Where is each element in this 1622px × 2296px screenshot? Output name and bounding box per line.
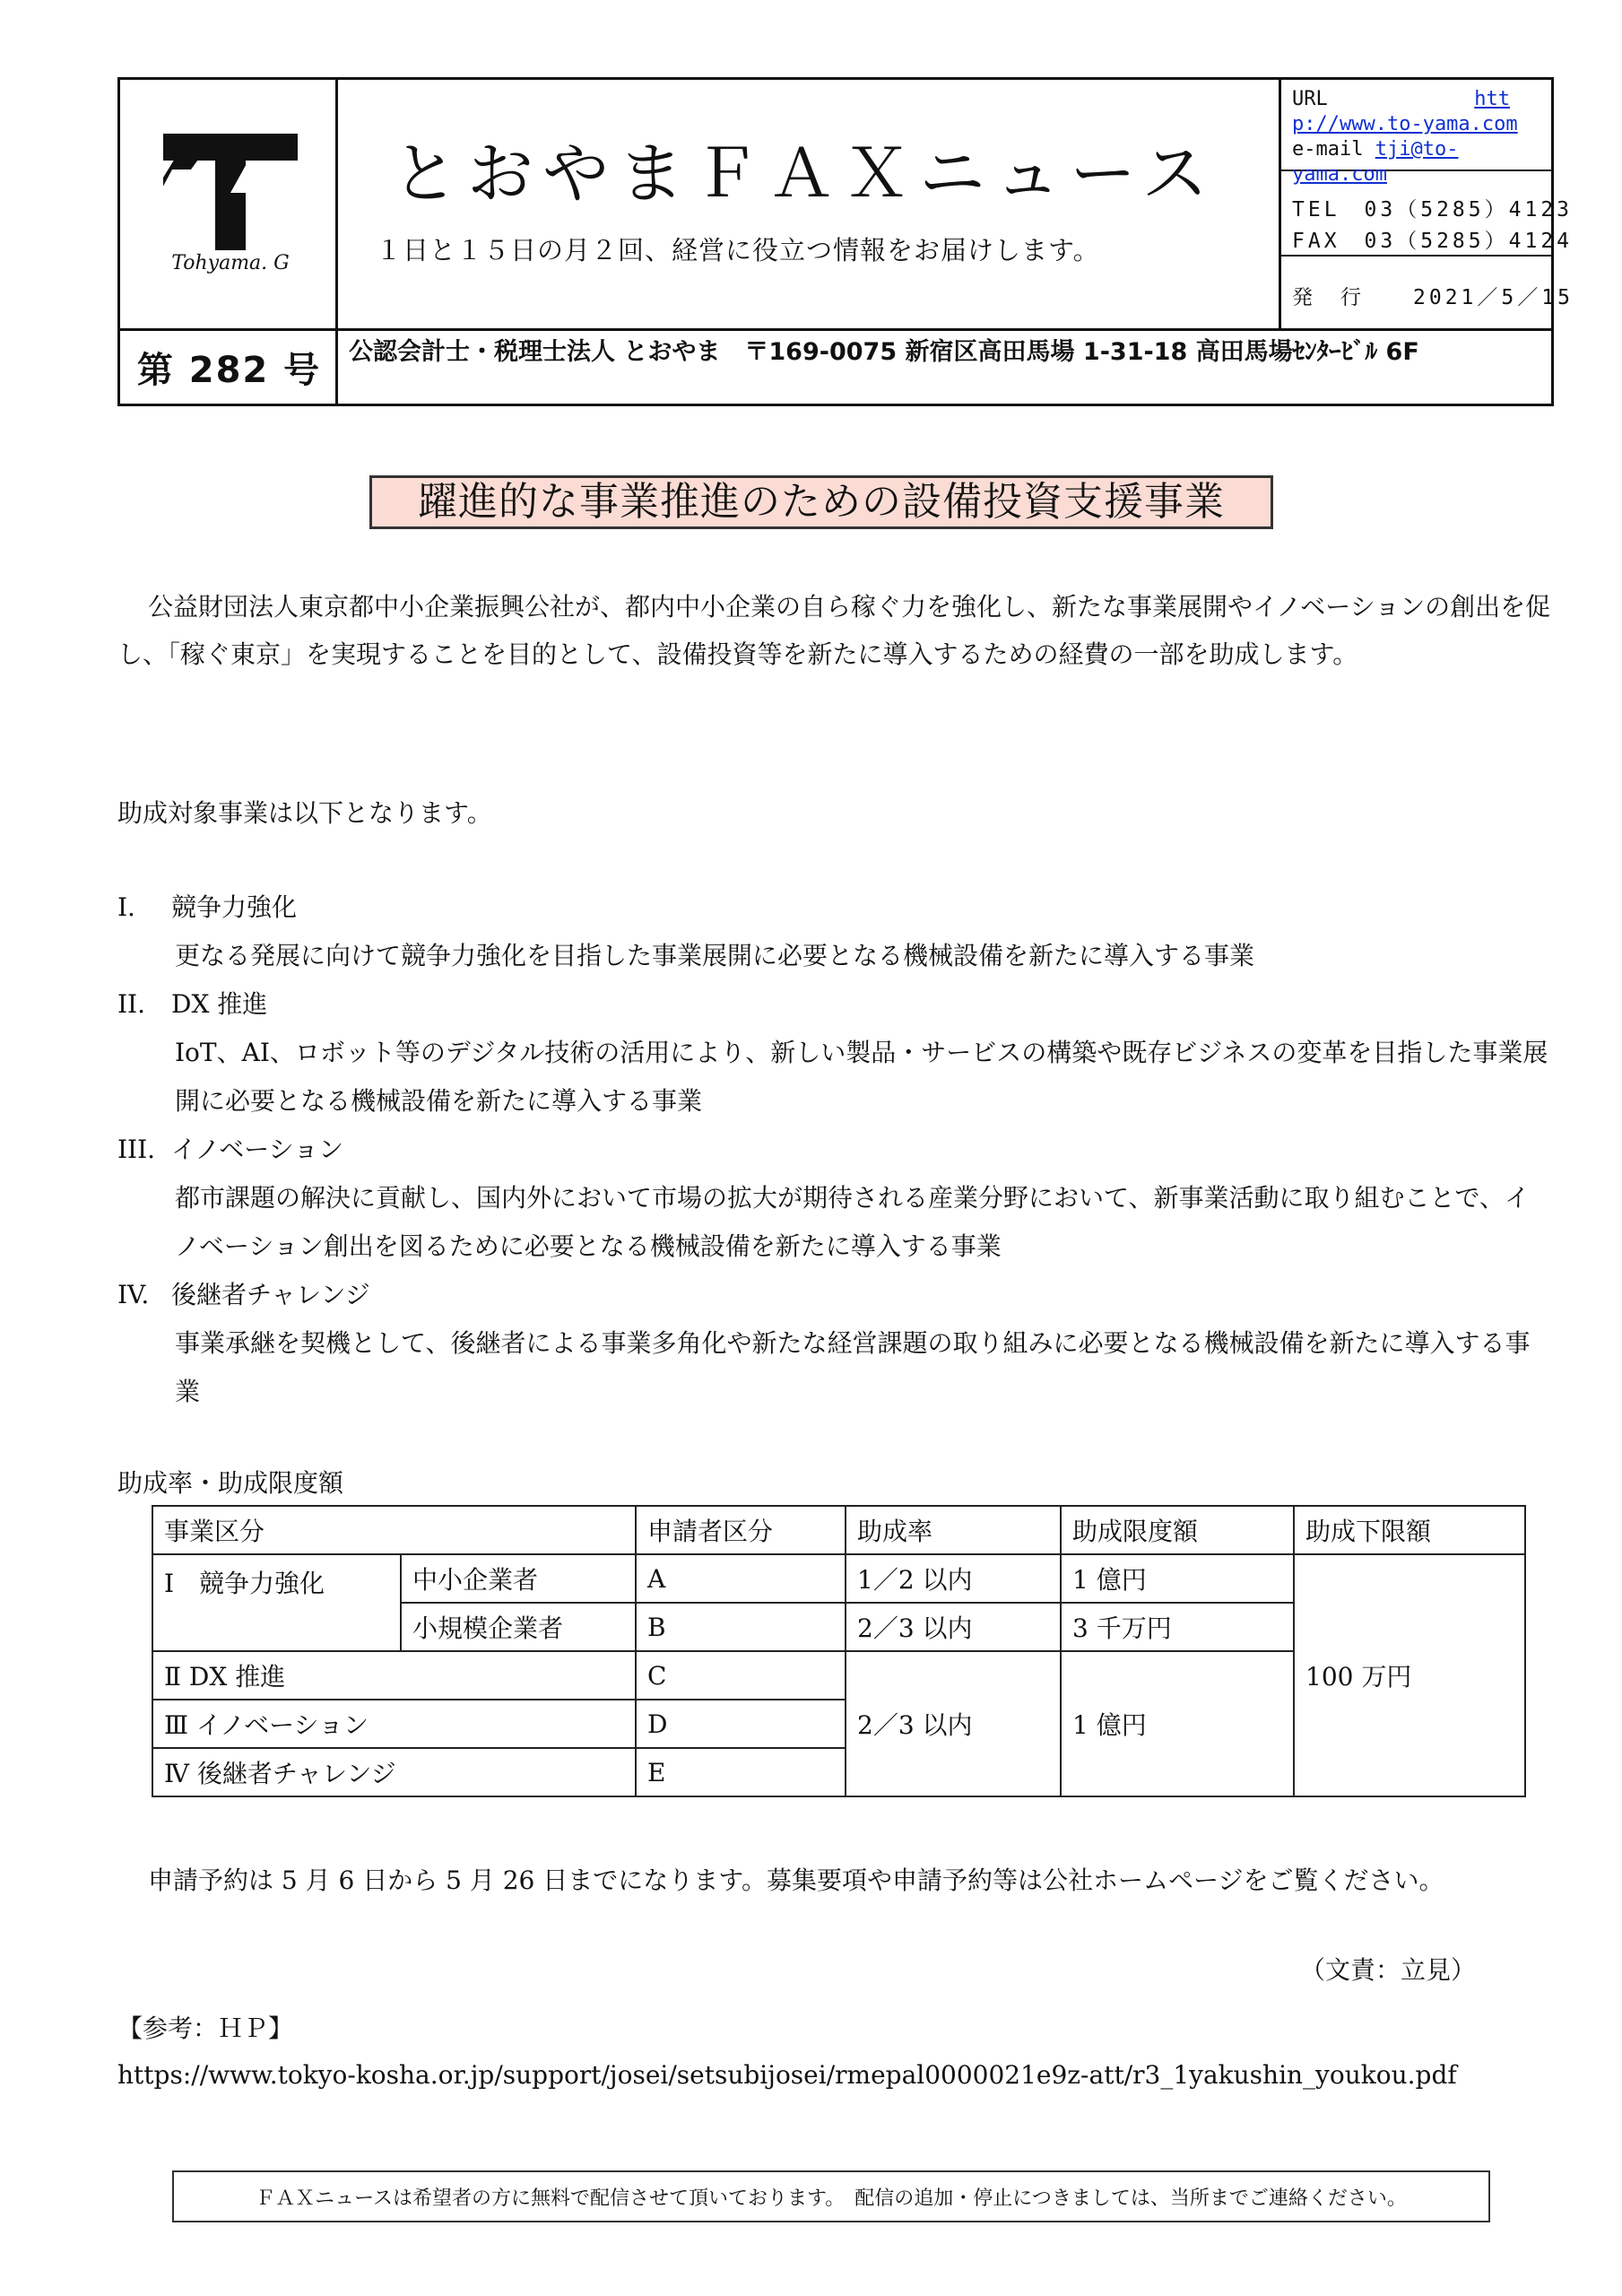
target-list (117, 883, 1552, 1416)
table-cell: 1／2 以内 (846, 1554, 1061, 1603)
fax-number: FAX 03（5285）4124 (1292, 230, 1574, 253)
table-cell: Ⅱ DX 推進 (152, 1651, 636, 1700)
list-item-desc: 都市課題の解決に貢献し、国内外において市場の拡大が期待される産業分野において、新事業活動に取り組むことで、イノベーション創出を図るために必要となる機械設備を新たに導入する事業 (175, 1183, 1530, 1261)
table-cell: Ⅰ 競争力強化 (152, 1554, 401, 1651)
table-cell: 1 億円 (1061, 1651, 1294, 1796)
table-cell: B (636, 1603, 846, 1651)
table-cell: A (636, 1554, 846, 1603)
list-item (117, 1271, 1552, 1416)
company-logo (120, 80, 338, 331)
table-cell: D (636, 1700, 846, 1748)
table-cell: Ⅲ イノベーション (152, 1700, 636, 1748)
article-title: 躍進的な事業推進のための設備投資支援事業 (369, 475, 1273, 529)
email-link[interactable]: tji@to-yama.com (1292, 138, 1459, 186)
list-item-number: IV. (117, 1280, 150, 1309)
issue-number: 第 282 号 (136, 350, 322, 391)
table-cell: 3 千万円 (1061, 1603, 1294, 1651)
email-label: e-mail (1292, 138, 1364, 161)
url-label: URL (1292, 88, 1328, 110)
url-row (1292, 87, 1543, 187)
reference-label: 【参考：ＨＰ】 (117, 2013, 294, 2043)
list-item-desc: 事業承継を契機として、後継者による事業多角化や新たな経営課題の取り組みに必要となる機械設備を新たに導入する事業 (175, 1328, 1531, 1406)
header-cell: 申請者区分 (636, 1506, 846, 1554)
table-cell: 1 億円 (1061, 1554, 1294, 1603)
table-cell: Ⅳ 後継者チャレンジ (152, 1748, 636, 1796)
contact-info (1281, 80, 1574, 331)
header-cell: 助成率 (846, 1506, 1061, 1554)
phone-fax (1292, 195, 1573, 257)
table-cell: 中小企業者 (401, 1554, 636, 1603)
list-item-desc: 更なる発展に向けて競争力強化を目指した事業展開に必要となる機械設備を新たに導入する事業 (175, 941, 1255, 970)
target-intro: 助成対象事業は以下となります。 (117, 798, 492, 828)
header-cell: 助成下限額 (1294, 1506, 1525, 1554)
list-item-number: III. (117, 1135, 156, 1164)
rate-table-label: 助成率・助成限度額 (117, 1468, 344, 1498)
list-item-title: 競争力強化 (171, 892, 298, 922)
footer-notice: ＦＡＸニュースは希望者の方に無料で配信させて頂いております。 配信の追加・停止につきましては、当所までご連絡ください。 (172, 2170, 1490, 2222)
table-cell: 100 万円 (1294, 1554, 1525, 1796)
header-cell: 事業区分 (152, 1506, 636, 1554)
subsidy-rate-table (152, 1505, 1526, 1797)
closing-paragraph: 申請予約は 5 月 6 日から 5 月 26 日までになります。募集要項や申請予約等は公社ホームページをご覧ください。 (148, 1866, 1444, 1895)
table-cell: C (636, 1651, 846, 1700)
newsletter-title: とおやまＦＡＸニュース (392, 135, 1218, 213)
table-header-row (152, 1506, 1525, 1554)
reference-url[interactable]: https://www.tokyo-kosha.or.jp/support/josei/setsubijosei/rmepal0000021e9z-att/r3_1yakushin_youkou.pdf (117, 2060, 1457, 2090)
intro-paragraph: 公益財団法人東京都中小企業振興公社が、都内中小企業の自ら稼ぐ力を強化し、新たな事業展開やイノベーションの創出を促し、「稼ぐ東京」を実現することを目的として、設備投資等を新たに導入するための経費の一部を助成します。 (117, 592, 1551, 669)
list-item-title: イノベーション (171, 1135, 344, 1164)
title-cell (338, 80, 1281, 331)
newsletter-header (117, 77, 1574, 406)
list-item-number: I. (117, 892, 135, 922)
list-item (117, 1126, 1552, 1271)
table-cell: 2／3 以内 (846, 1651, 1061, 1796)
table-cell: 2／3 以内 (846, 1603, 1061, 1651)
list-item-title: DX 推進 (171, 989, 268, 1019)
tel-number: TEL 03（5285）4123 (1292, 198, 1574, 222)
table-cell: 小規模企業者 (401, 1603, 636, 1651)
list-item-desc: IoT、AI、ロボット等のデジタル技術の活用により、新しい製品・サービスの構築や既存ビジネスの変革を目指した事業展開に必要となる機械設備を新たに導入する事業 (175, 1038, 1548, 1116)
issue-date: 発 行 2021／5／15 (1292, 286, 1574, 309)
header-cell: 助成限度額 (1061, 1506, 1294, 1554)
list-item-title: 後継者チャレンジ (171, 1280, 370, 1309)
table-row (152, 1554, 1525, 1603)
logo-t-mark-icon (163, 134, 298, 250)
logo-signature: Tohyama. G (171, 252, 290, 274)
author-credit: （文責：立見） (1300, 1955, 1477, 1985)
table-cell: E (636, 1748, 846, 1796)
list-item (117, 980, 1552, 1126)
list-item-number: II. (117, 989, 146, 1019)
firm-address: 公認会計士・税理士法人 とおやま 〒169-0075 新宿区高田馬場 1-31-18 高田馬場ｾﾝﾀｰﾋﾞﾙ 6F (349, 338, 1419, 366)
list-item (117, 883, 1552, 980)
url-link[interactable]: http://www.to-yama.com (1292, 88, 1518, 135)
newsletter-subtitle: １日と１５日の月２回、経営に役立つ情報をお届けします。 (376, 235, 1100, 265)
